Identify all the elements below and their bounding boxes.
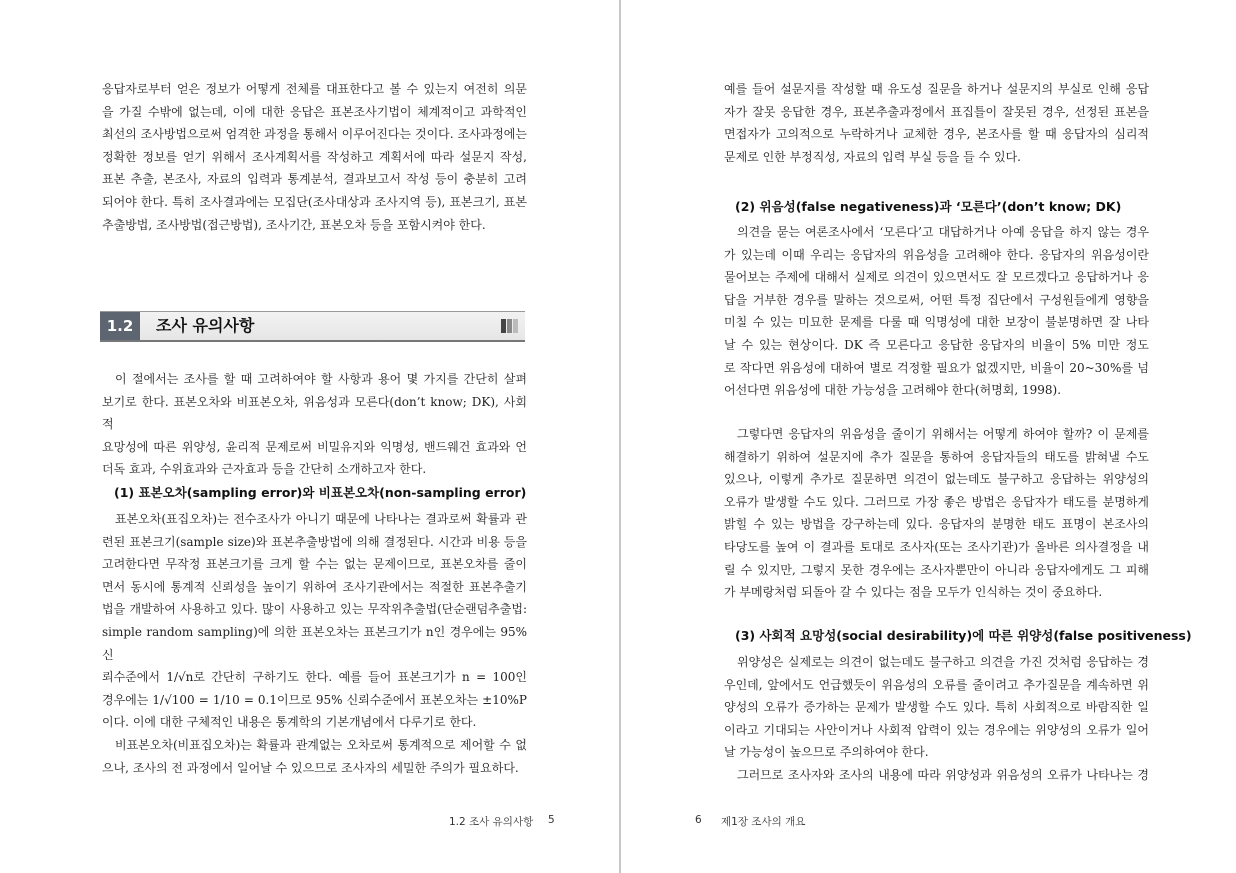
left-paragraph-4 [102,734,527,779]
text-line: 비표본오차(비표집오차)는 확률과 관계없는 오차로써 통계적으로 제어할 수 없 [115,738,527,752]
text-line: 답을 거부한 경우를 말하는 것으로써, 어떤 특정 집단에서 구성원들에게 영향을 [724,292,1149,307]
section-title: 조사 유의사항 [156,316,255,335]
text-line: 오류가 발생할 수도 있다. 그러므로 가장 좋은 방법은 응답자가 태도를 분명하게 [724,494,1149,509]
text-line: 경우에는 1/√100 = 1/10 = 0.1이므로 95% 신뢰수준에서 표본오차는 ±10%P [102,692,527,707]
left-paragraph-2 [102,368,527,481]
text-line: 예를 들어 설문지를 작성할 때 유도성 질문을 하거나 설문지의 부실로 인해 응답 [724,82,1149,96]
text-line: 그러므로 조사자와 조사의 내용에 따라 위양성과 위음성의 오류가 나타나는 경 [737,767,1149,782]
text-line: 이 절에서는 조사를 할 때 고려하여야 할 사항과 용어 몇 가지를 간단히 살펴 [115,372,527,386]
text-line: 날 가능성이 높으므로 주의하여야 한다. [724,745,929,760]
section-decoration-icon [501,319,519,333]
text-line: 우인데, 앞에서도 언급했듯이 위음성의 오류를 줄이려고 추가질문을 계속하면 위 [724,677,1149,692]
right-page [621,0,1236,873]
text-line: 타당도를 높여 이 결과를 토대로 조사자(또는 조사기관)가 올바른 의사결정을 내 [724,539,1149,554]
text-line: 자가 잘못 응답한 경우, 표본추출과정에서 표집틀이 잘못된 경우, 선정된 표본을 [724,104,1149,119]
text-line: 련된 표본크기(sample size)와 표본추출방법에 의해 결정된다. 시간과 비용 등을 [102,534,527,549]
text-line: 법을 개발하여 사용하고 있다. 많이 사용하고 있는 무작위추출법(단순랜덤추출법: [102,602,527,617]
text-line: 양성의 오류가 증가하는 문제가 발생할 수도 있다. 특히 사회적으로 바람직한 일 [724,700,1149,715]
text-line: 더독 효과, 수위효과와 근자효과 등을 간단히 소개하고자 한다. [102,462,427,477]
text-line: 이다. 이에 대한 구체적인 내용은 통계학의 기본개념에서 다루기로 한다. [102,715,477,730]
text-line: 로 작다면 위음성에 대하여 별로 걱정할 필요가 없겠지만, 비율이 20~30%를 넘 [724,360,1149,375]
text-line: 가 있는데 이때 우리는 응답자의 위음성을 고려해야 한다. 응답자의 위음성이란 [724,247,1149,262]
text-line: 밝힐 수 있는 방법을 강구하는데 있다. 응답자의 분명한 태도 표명이 본조사의 [724,517,1149,532]
text-line: 위양성은 실제로는 의견이 없는데도 불구하고 의견을 가진 것처럼 응답하는 경 [737,655,1149,669]
text-line: 가 부메랑처럼 되돌아 갈 수 있다는 점을 모두가 인식하는 것이 중요하다. [724,585,1103,600]
text-line: 면접자가 고의적으로 누락하거나 교체한 경우, 본조사를 할 때 응답자의 심리적 [724,127,1149,142]
text-line: 릴 수 있지만, 그렇지 못한 경우에는 조사자뿐만이 아니라 응답자에게도 그 피해 [724,562,1149,577]
text-line: 고려한다면 무작정 표본크기를 크게 할 수는 없는 문제이므로, 표본오차를 줄이 [102,557,527,572]
right-paragraph-2 [724,221,1149,402]
text-line: 그렇다면 응답자의 위음성을 줄이기 위해서는 어떻게 하여야 할까? 이 문제를 [737,427,1149,441]
text-line: 날 수 있는 현상이다. DK 즉 모른다고 응답한 응답자의 비율이 5% 미만 정도 [724,337,1149,352]
text-line: 뢰수준에서 1/√n로 간단히 구하기도 한다. 예를 들어 표본크기가 n = 100인 [102,670,527,685]
text-line: 표본 추출, 본조사, 자료의 입력과 통계분석, 결과보고서 작성 등이 충분히 고려 [102,172,527,187]
text-line: 추출방법, 조사방법(접근방법), 조사기간, 표본오차 등을 포함시켜야 한다. [102,217,486,232]
text-line: 으나, 조사의 전 과정에서 일어날 수 있으므로 조사자의 세밀한 주의가 필요하다. [102,760,519,775]
text-line: 되어야 한다. 특히 조사결과에는 모집단(조사대상과 조사지역 등), 표본크기, 표본 [102,194,527,209]
section-number: 1.2 [100,312,140,340]
text-line: 최선의 조사방법으로써 엄격한 과정을 통해서 이루어진다는 것이다. 조사과정에는 [102,127,527,142]
text-line: 의견을 묻는 여론조사에서 ‘모른다’고 대답하거나 아예 응답을 하지 않는 경우 [737,225,1149,239]
text-line: simple random sampling)에 의한 표본오차는 표본크기가 n인 경우에는 95% 신 [102,624,527,662]
text-line: 보기로 한다. 표본오차와 비표본오차, 위음성과 모른다(don’t know; DK), 사회적 [102,394,527,432]
section-heading [100,311,525,342]
right-paragraph-1 [724,78,1149,168]
text-line: 문제로 인한 부정직성, 자료의 입력 부실 등을 들 수 있다. [724,149,1021,164]
subheading-sampling-error: (1) 표본오차(sampling error)와 비표본오차(non-sampling error) [114,485,527,500]
subheading-false-negativeness: (2) 위음성(false negativeness)과 ‘모른다’(don’t know; DK) [735,199,1122,214]
text-line: 면서 동시에 통계적 신뢰성을 높이기 위하여 조사기관에서는 적절한 표본추출기 [102,579,527,594]
footer-chapter-name: 제1장 조사의 개요 [721,816,806,828]
page-number: 5 [548,814,555,826]
text-line: 이라고 기대되는 사안이거나 사회적 압력이 있는 경우에는 위양성의 오류가 일어 [724,722,1149,737]
text-line: 해결하기 위하여 설문지에 추가 질문을 통하여 응답자들의 태도를 밝혀낼 수도 [724,449,1149,464]
right-paragraph-4 [724,651,1149,787]
text-line: 있으나, 이렇게 추가로 질문하면 의견이 없는데도 불구하고 응답하는 위양성의 [724,472,1149,487]
right-paragraph-3 [724,423,1149,604]
text-line: 요망성에 따른 위양성, 윤리적 문제로써 비밀유지와 익명성, 밴드웨건 효과와 언 [102,439,527,454]
text-line: 어선다면 위음성에 대한 가능성을 고려해야 한다(허명회, 1998). [724,383,1062,398]
text-line: 물어보는 주제에 대해서 실제로 의견이 있으면서도 잘 모르겠다고 응답하거나 응 [724,270,1149,285]
subheading-social-desirability: (3) 사회적 요망성(social desirability)에 따른 위양성(false positiveness) [735,628,1192,643]
page-number: 6 [695,814,702,826]
left-paragraph-1 [102,78,527,236]
text-line: 을 가질 수밖에 없는데, 이에 대한 응답은 표본조사기법이 체계적이고 과학적인 [102,104,527,119]
footer-section-name: 1.2 조사 유의사항 [449,816,534,828]
text-line: 미칠 수 있는 미묘한 문제를 다룰 때 익명성에 대한 보장이 불분명하면 잘 나타 [724,315,1149,330]
text-line: 정확한 정보를 얻기 위해서 조사계획서를 작성하고 계획서에 따라 설문지 작성, [102,149,527,164]
text-line: 표본오차(표집오차)는 전수조사가 아니기 때문에 나타나는 결과로써 확률과 관 [115,512,527,526]
text-line: 응답자로부터 얻은 정보가 어떻게 전체를 대표한다고 볼 수 있는지 여전히 의문 [102,82,527,96]
left-paragraph-3 [102,508,527,734]
